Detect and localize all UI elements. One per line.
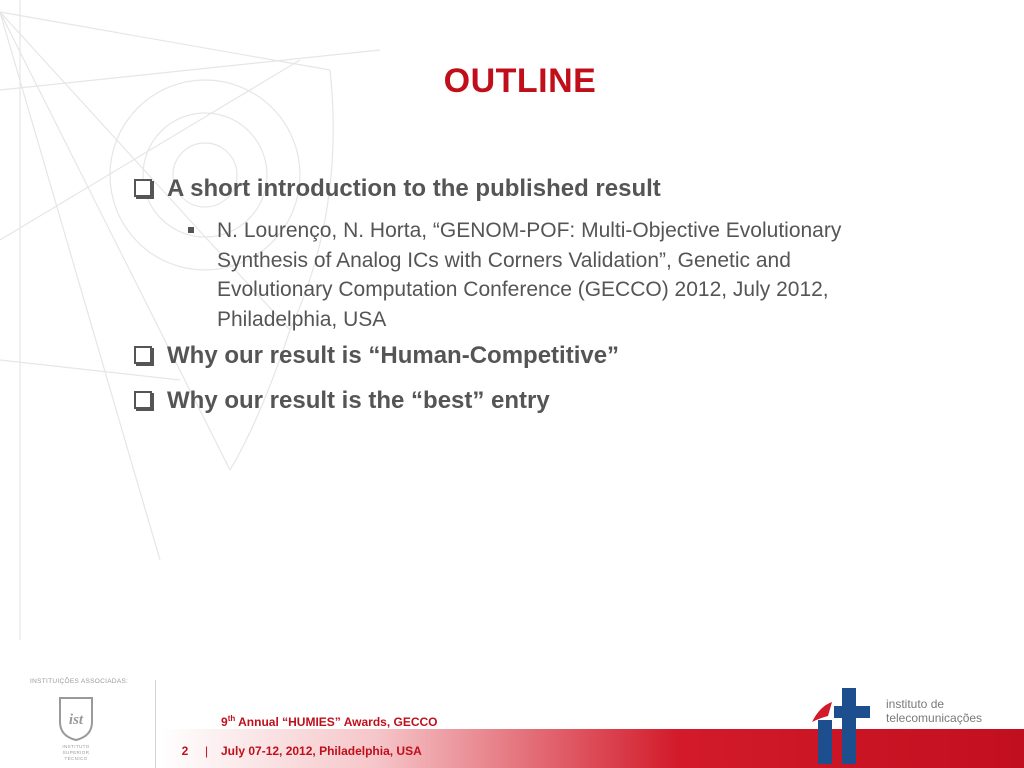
ist-name (56, 744, 96, 762)
conference-ordinal: th (227, 714, 236, 723)
institute-name-line: telecomunicações (886, 711, 983, 725)
bullet-text: Why our result is the “best” entry (167, 387, 550, 414)
reference-text (217, 216, 948, 334)
ist-name-line: INSTITUTO (62, 744, 90, 749)
square-bullet-icon (188, 227, 194, 233)
footer-divider (155, 680, 156, 768)
institute-name (886, 697, 982, 725)
checkbox-bullet-icon (134, 179, 152, 197)
conference-name (221, 714, 438, 729)
checkbox-bullet-icon (134, 346, 152, 364)
bullet-text: A short introduction to the published result (167, 175, 661, 202)
checkbox-bullet-icon (134, 391, 152, 409)
sub-bullet (188, 216, 948, 334)
reference-line: N. Lourenço, N. Horta, “GENOM-POF: Multi-Objective Evolutionary (217, 219, 842, 242)
conference-date-location: July 07-12, 2012, Philadelphia, USA (221, 744, 422, 758)
bullet-item (134, 387, 550, 415)
footer-separator: | (205, 744, 209, 758)
page-number: 2 (181, 744, 189, 758)
conference-number: 9 (221, 715, 228, 729)
conference-title: Annual “HUMIES” Awards, GECCO (235, 715, 438, 729)
ist-name-line: SUPERIOR (62, 750, 90, 755)
reference-line: Philadelphia, USA (217, 307, 387, 331)
reference-line: Synthesis of Analog ICs with Corners Validation”, Genetic and (217, 248, 791, 272)
bullet-item (134, 175, 661, 203)
it-logo (806, 686, 878, 766)
reference-line: Evolutionary Computation Conference (GECCO) 2012, July 2012, (217, 278, 829, 301)
slide-title: OUTLINE (443, 62, 597, 100)
associated-institutions-label: INSTITUIÇÕES ASSOCIADAS: (30, 678, 129, 685)
svg-text:ist: ist (68, 712, 84, 728)
institute-name-line: instituto de (886, 697, 945, 711)
ist-name-line: TÉCNICO (64, 756, 88, 761)
ist-shield-logo (56, 696, 96, 742)
bullet-text: Why our result is “Human-Competitive” (167, 342, 620, 369)
bullet-item (134, 342, 619, 370)
